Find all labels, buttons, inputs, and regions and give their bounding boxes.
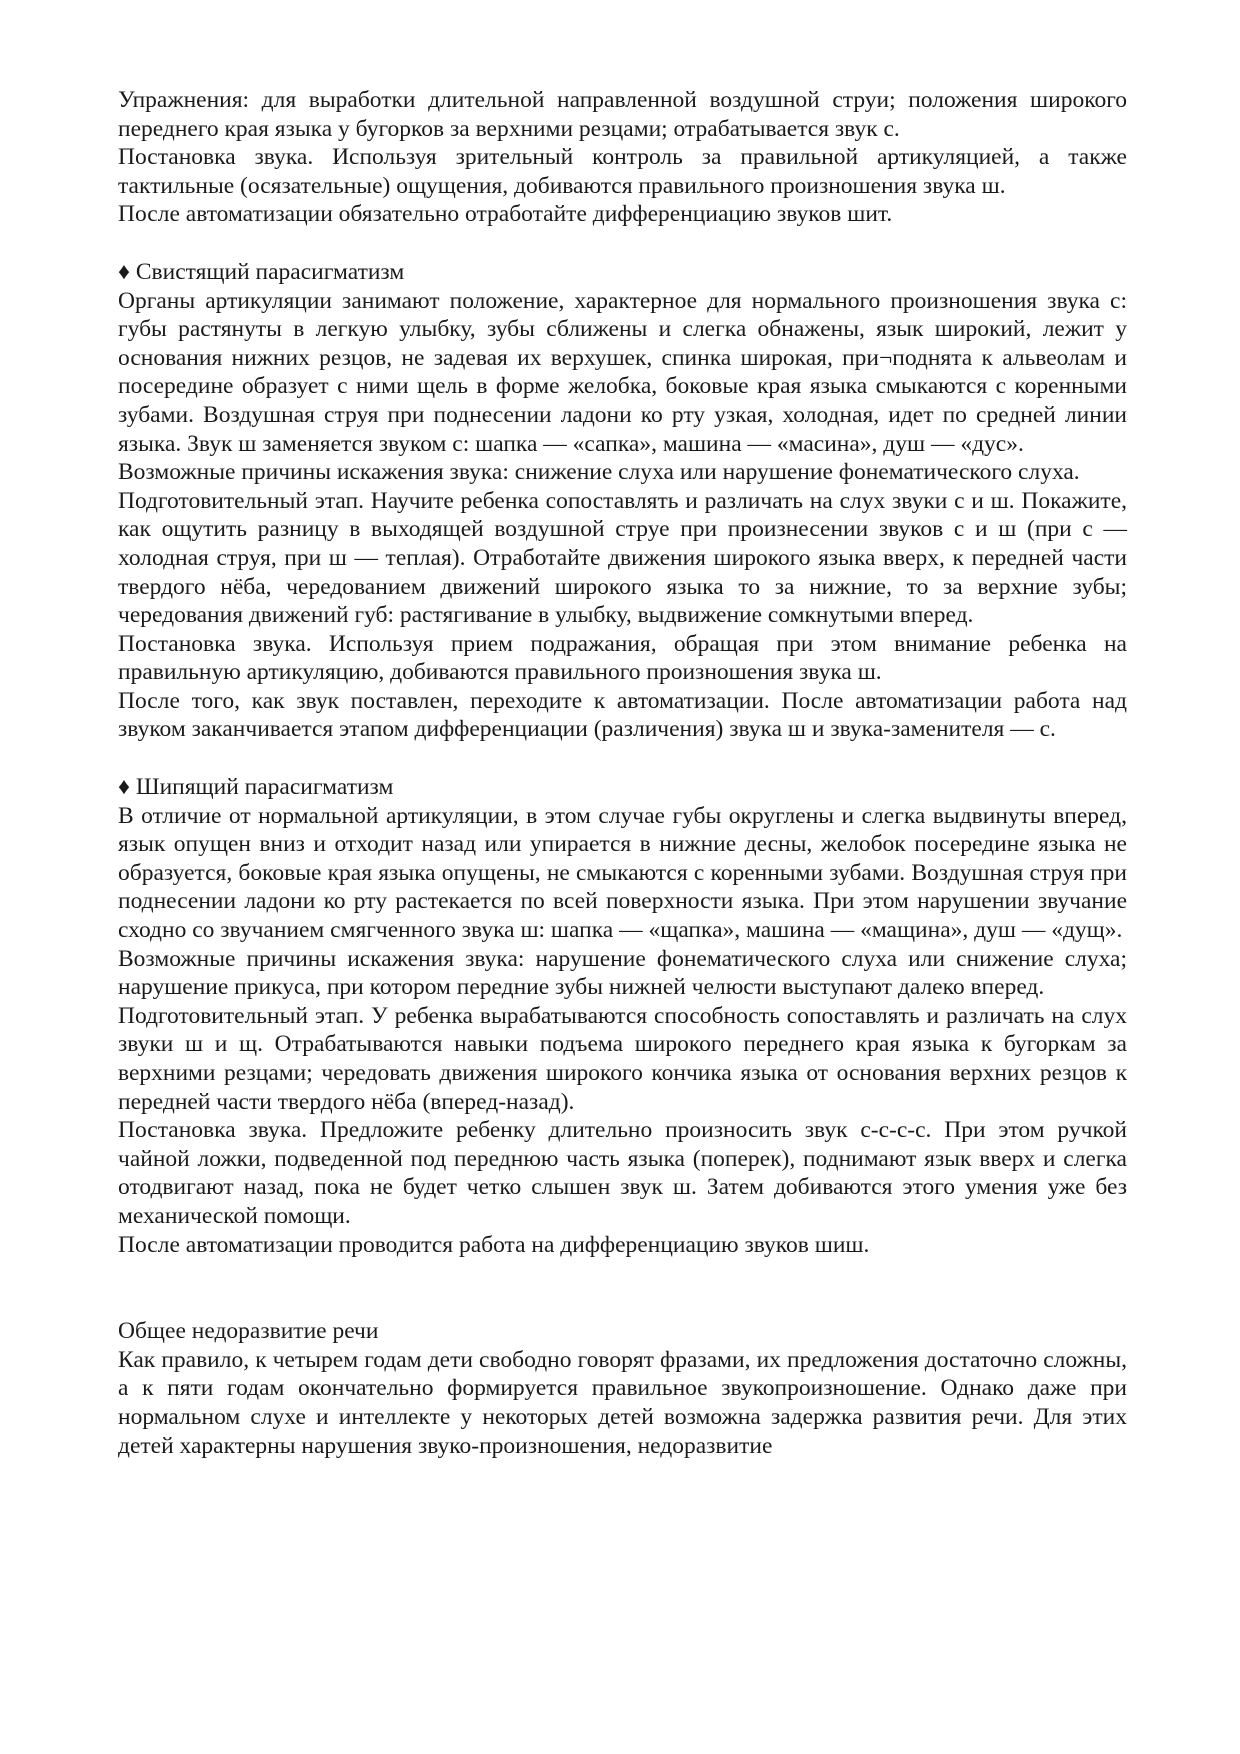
paragraph: В отличие от нормальной артикуляции, в этом случае губы округлены и слегка выдвинуты вперед, язык опущен вниз и отходит назад или упирается в нижние десны, желобок посередине языка не образуется, боковые края языка опущены, не смыкаются с коренными зубами. Воздушная струя при поднесении ладони ко рту растекается по всей поверхности языка. При этом нарушении звучание сходно со звучанием смягченного звука ш: шапка — «щапка», машина — «мащина», душ — «дущ».: [118, 802, 1127, 944]
paragraph: После того, как звук поставлен, переходите к автоматизации. После автоматизации работа над звуком заканчивается этапом дифференциации (различения) звука ш и звука-заменителя — с.: [118, 687, 1127, 743]
document-page: [118, 86, 1127, 1460]
paragraph: После автоматизации проводится работа на дифференциацию звуков шиш.: [118, 1231, 870, 1258]
section-heading-hissing: ♦ Шипящий парасигматизм: [118, 774, 394, 801]
spacer: [118, 229, 1127, 258]
spacer: [118, 744, 1127, 773]
paragraph: Подготовительный этап. У ребенка вырабатываются способность сопоставлять и различать на слух звуки ш и щ. Отрабатываются навыки подъема широкого переднего края языка к бугоркам за верхними резцами; чередовать движения широкого кончика языка от основания верхних резцов к передней части твердого нёба (вперед-назад).: [118, 1002, 1127, 1115]
paragraph: Как правило, к четырем годам дети свободно говорят фразами, их предложения достаточно сложны, а к пяти годам окончательно формируется правильное звукопроизношение. Однако даже при нормальном слухе и интеллекте у некоторых детей возможна задержка развития речи. Для этих детей характерны нарушения звуко-произношения, недоразвитие: [118, 1346, 1127, 1459]
paragraph: Упражнения: для выработки длительной направленной воздушной струи; положения широкого переднего края языка у бугорков за верхними резцами; отрабатывается звук с.: [118, 87, 1127, 142]
paragraph: Возможные причины искажения звука: снижение слуха или нарушение фонематического слуха.: [118, 459, 1080, 486]
section-heading-general: Общее недоразвитие речи: [118, 1318, 379, 1345]
paragraph: После автоматизации обязательно отработайте дифференциацию звуков шит.: [118, 201, 893, 228]
paragraph: Органы артикуляции занимают положение, характерное для нормального произношения звука с: губы растянуты в легкую улыбку, зубы сближены и слегка обнажены, язык широкий, лежит у основания нижних резцов, не задевая их верхушек, спинка широкая, при¬поднята к альвеолам и посередине образует с ними щель в форме желобка, боковые края языка смыкаются с коренными зубами. Воздушная струя при поднесении ладони ко рту узкая, холодная, идет по средней линии языка. Звук ш заменяется звуком с: шапка — «сапка», машина — «масина», душ — «дус».: [118, 287, 1127, 457]
paragraph: Возможные причины искажения звука: нарушение фонематического слуха или снижение слуха; нарушение прикуса, при котором передние зубы нижней челюсти выступают далеко вперед.: [118, 945, 1127, 1001]
spacer: [118, 1259, 1127, 1317]
paragraph: Постановка звука. Используя зрительный контроль за правильной артикуляцией, а также тактильные (осязательные) ощущения, добиваются правильного произношения звука ш.: [118, 144, 1127, 199]
paragraph: Постановка звука. Предложите ребенку длительно произносить звук с-с-с-с. При этом ручкой чайной ложки, подведенной под переднюю часть языка (поперек), поднимают язык вверх и слегка отодвигают назад, пока не будет четко слышен звук ш. Затем добиваются этого умения уже без механической помощи.: [118, 1117, 1127, 1229]
paragraph: Постановка звука. Используя прием подражания, обращая при этом внимание ребенка на правильную артикуляцию, добиваются правильного произношения звука ш.: [118, 630, 1127, 686]
section-heading-whistling: ♦ Свистящий парасигматизм: [118, 258, 405, 285]
paragraph: Подготовительный этап. Научите ребенка сопоставлять и различать на слух звуки с и ш. Покажите, как ощутить разницу в выходящей воздушной струе при произнесении звуков с и ш (при с — холодная струя, при ш — теплая). Отработайте движения широкого языка вверх, к передней части твердого нёба, чередованием движений широкого языка то за нижние, то за верхние зубы; чередования движений губ: растягивание в улыбку, выдвижение сомкнутыми вперед.: [118, 487, 1127, 629]
